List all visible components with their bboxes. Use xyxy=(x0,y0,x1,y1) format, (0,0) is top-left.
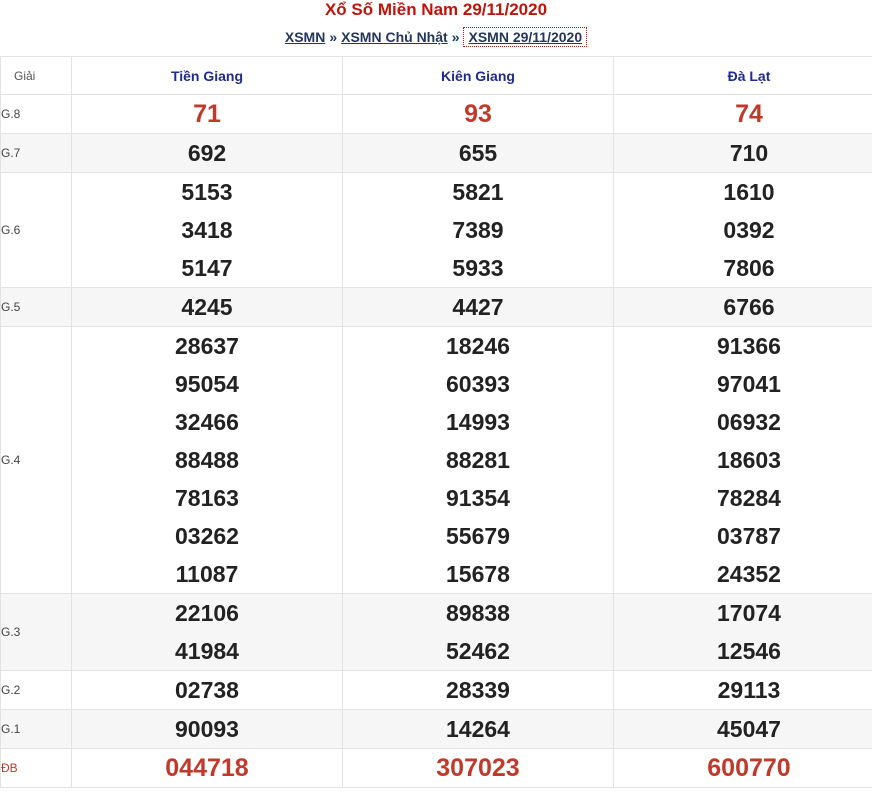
prize-row xyxy=(1,173,872,288)
prize-cell xyxy=(343,134,614,173)
prize-number: 600770 xyxy=(707,754,791,782)
prize-number: 45047 xyxy=(717,716,781,742)
prize-number: 28339 xyxy=(446,677,510,703)
page-title: Xổ Số Miền Nam 29/11/2020 xyxy=(324,0,548,19)
prize-row xyxy=(1,134,872,173)
prize-number: 307023 xyxy=(436,754,520,782)
prize-cell xyxy=(343,173,614,288)
prize-number: 02738 xyxy=(175,677,239,703)
prize-row xyxy=(1,594,872,671)
prize-number: 17074 xyxy=(717,600,781,626)
prize-number: 95054 xyxy=(175,371,239,397)
prize-cell xyxy=(614,95,872,134)
prize-number: 18603 xyxy=(717,447,781,473)
prize-label: G.2 xyxy=(1,671,72,710)
prize-number: 71 xyxy=(193,100,221,128)
prize-cell xyxy=(614,288,872,327)
prize-number: 692 xyxy=(187,140,227,166)
prize-cell xyxy=(343,95,614,134)
results-body xyxy=(1,95,872,788)
prize-cell xyxy=(343,288,614,327)
province-header-da-lat: Đà Lạt xyxy=(614,57,872,95)
prize-cell xyxy=(72,594,343,671)
prize-cell xyxy=(72,749,343,788)
prize-number: 044718 xyxy=(165,754,249,782)
prize-number: 88281 xyxy=(446,447,510,473)
prize-label: G.6 xyxy=(1,173,72,288)
prize-label: G.3 xyxy=(1,594,72,671)
prize-column-header: Giải xyxy=(1,57,72,95)
prize-number: 41984 xyxy=(175,638,239,664)
prize-number: 97041 xyxy=(717,371,781,397)
prize-number: 3418 xyxy=(181,217,233,243)
results-table xyxy=(0,56,872,788)
breadcrumb-link-xsmn[interactable]: XSMN xyxy=(284,29,326,45)
prize-cell xyxy=(614,710,872,749)
prize-number: 0392 xyxy=(723,217,775,243)
prize-number: 5147 xyxy=(181,255,233,281)
prize-number: 32466 xyxy=(175,409,239,435)
prize-number: 655 xyxy=(458,140,498,166)
prize-number: 78163 xyxy=(175,485,239,511)
prize-label: G.7 xyxy=(1,134,72,173)
prize-cell xyxy=(343,710,614,749)
prize-number: 55679 xyxy=(446,523,510,549)
province-header-tien-giang: Tiền Giang xyxy=(72,57,343,95)
prize-number: 14264 xyxy=(446,716,510,742)
breadcrumb xyxy=(0,26,872,48)
prize-cell xyxy=(614,671,872,710)
prize-number: 78284 xyxy=(717,485,781,511)
prize-row xyxy=(1,671,872,710)
prize-number: 03787 xyxy=(717,523,781,549)
prize-cell xyxy=(72,173,343,288)
prize-cell xyxy=(72,134,343,173)
prize-number: 7806 xyxy=(723,255,775,281)
prize-cell xyxy=(614,173,872,288)
breadcrumb-separator: » xyxy=(329,29,338,45)
page-header xyxy=(0,0,872,56)
prize-number: 24352 xyxy=(717,561,781,587)
prize-number: 14993 xyxy=(446,409,510,435)
table-header-row xyxy=(1,57,872,95)
prize-number: 1610 xyxy=(723,179,775,205)
prize-cell xyxy=(72,327,343,594)
prize-cell xyxy=(614,134,872,173)
breadcrumb-link-xsmn-date[interactable]: XSMN 29/11/2020 xyxy=(463,27,587,47)
prize-row xyxy=(1,749,872,788)
prize-number: 7389 xyxy=(452,217,504,243)
prize-label: G.1 xyxy=(1,710,72,749)
prize-number: 74 xyxy=(735,100,763,128)
prize-number: 29113 xyxy=(717,677,781,703)
prize-cell xyxy=(72,710,343,749)
prize-number: 88488 xyxy=(175,447,239,473)
prize-cell xyxy=(343,749,614,788)
prize-cell xyxy=(343,671,614,710)
prize-number: 4245 xyxy=(181,294,233,320)
prize-row xyxy=(1,95,872,134)
prize-cell xyxy=(72,288,343,327)
prize-number: 5821 xyxy=(452,179,504,205)
prize-cell xyxy=(72,671,343,710)
prize-cell xyxy=(614,749,872,788)
prize-number: 15678 xyxy=(446,561,510,587)
prize-number: 710 xyxy=(729,140,769,166)
prize-number: 28637 xyxy=(175,333,239,359)
prize-label: G.4 xyxy=(1,327,72,594)
prize-cell xyxy=(343,327,614,594)
prize-number: 22106 xyxy=(175,600,239,626)
prize-number: 6766 xyxy=(723,294,775,320)
province-header-kien-giang: Kiên Giang xyxy=(343,57,614,95)
prize-number: 06932 xyxy=(717,409,781,435)
prize-number: 93 xyxy=(464,100,492,128)
prize-row xyxy=(1,288,872,327)
prize-number: 18246 xyxy=(446,333,510,359)
breadcrumb-link-xsmn-chu-nhat[interactable]: XSMN Chủ Nhật xyxy=(341,29,448,45)
prize-cell xyxy=(614,327,872,594)
prize-label: ĐB xyxy=(1,749,72,788)
prize-cell xyxy=(72,95,343,134)
prize-cell xyxy=(343,594,614,671)
prize-row xyxy=(1,327,872,594)
prize-number: 52462 xyxy=(446,638,510,664)
prize-number: 4427 xyxy=(452,294,504,320)
prize-number: 89838 xyxy=(446,600,510,626)
breadcrumb-separator: » xyxy=(451,29,460,45)
prize-number: 91354 xyxy=(446,485,510,511)
prize-row xyxy=(1,710,872,749)
prize-number: 91366 xyxy=(717,333,781,359)
prize-number: 03262 xyxy=(175,523,239,549)
prize-number: 60393 xyxy=(446,371,510,397)
prize-cell xyxy=(614,594,872,671)
prize-number: 12546 xyxy=(717,638,781,664)
prize-label: G.5 xyxy=(1,288,72,327)
prize-label: G.8 xyxy=(1,95,72,134)
prize-number: 5153 xyxy=(181,179,233,205)
prize-number: 90093 xyxy=(175,716,239,742)
prize-number: 11087 xyxy=(175,561,239,587)
prize-number: 5933 xyxy=(452,255,504,281)
